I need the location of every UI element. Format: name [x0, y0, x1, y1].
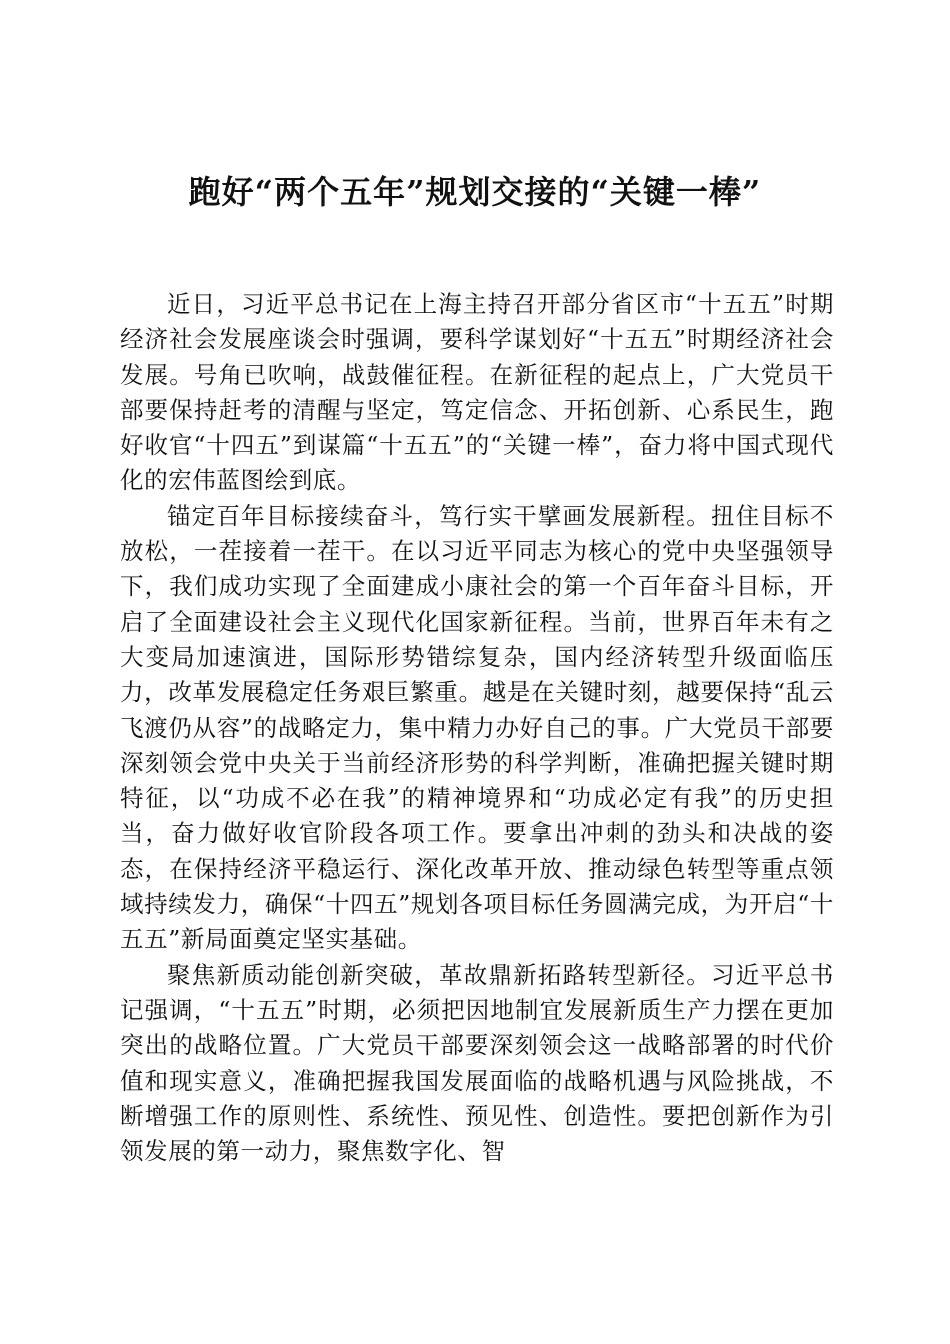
paragraph: 聚焦新质动能创新突破，革故鼎新拓路转型新径。习近平总书记强调，“十五五”时期，必须把因地制宜发展新质生产力摆在更加突出的战略位置。广大党员干部要深刻领会这一战略部署的时代价值和现实意义，准确把握我国发展面临的战略机遇与风险挑战，不断增强工作的原则性、系统性、预见性、创造性。要把创新作为引领发展的第一动力，聚焦数字化、智 [120, 960, 834, 1166]
document-body [120, 287, 834, 1169]
paragraph: 近日，习近平总书记在上海主持召开部分省区市“十五五”时期经济社会发展座谈会时强调，要科学谋划好“十五五”时期经济社会发展。号角已吹响，战鼓催征程。在新征程的起点上，广大党员干部要保持赶考的清醒与坚定，笃定信念、开拓创新、心系民生，跑好收官“十四五”到谋篇“十五五”的“关键一棒”，奋力将中国式现代化的宏伟蓝图绘到底。 [120, 290, 834, 495]
paragraph: 锚定百年目标接续奋斗，笃行实干擘画发展新程。扭住目标不放松，一茬接着一茬干。在以习近平同志为核心的党中央坚强领导下，我们成功实现了全面建成小康社会的第一个百年奋斗目标，开启了全面建设社会主义现代化国家新征程。当前，世界百年未有之大变局加速演进，国际形势错综复杂，国内经济转型升级面临压力，改革发展稳定任务艰巨繁重。越是在关键时刻，越要保持“乱云飞渡仍从容”的战略定力，集中精力办好自己的事。广大党员干部要深刻领会党中央关于当前经济形势的科学判断，准确把握关键时期特征，以“功成不必在我”的精神境界和“功成必定有我”的历史担当，奋力做好收官阶段各项工作。要拿出冲刺的劲头和决战的姿态，在保持经济平稳运行、深化改革开放、推动绿色转型等重点领域持续发力，确保“十四五”规划各项目标任务圆满完成，为开启“十五五”新局面奠定坚实基础。 [120, 501, 834, 954]
document-title: 跑好“两个五年”规划交接的“关键一棒” [188, 173, 762, 211]
